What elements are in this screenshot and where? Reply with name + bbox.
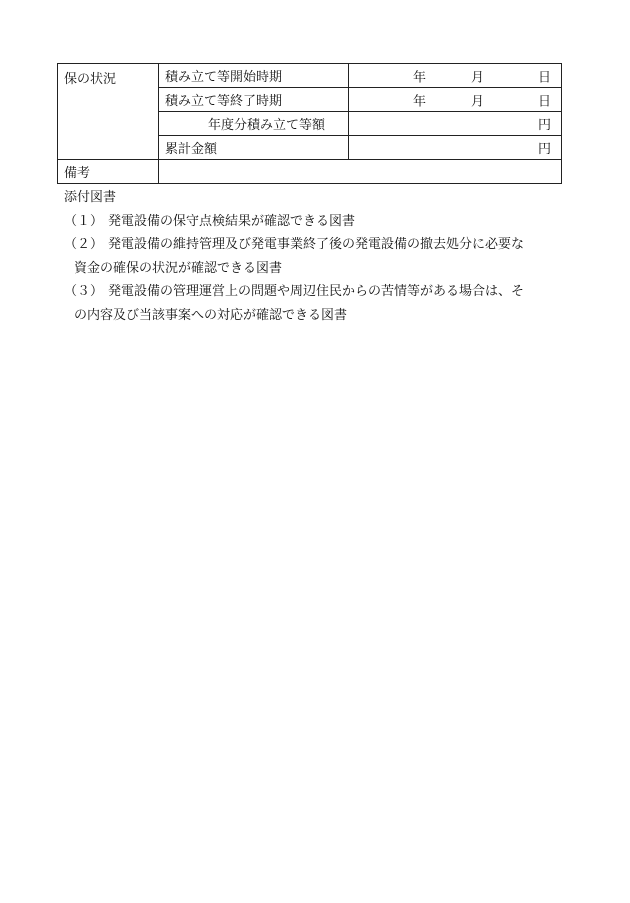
item-line: 発電設備の管理運営上の問題や周辺住民からの苦情等がある場合は、そ bbox=[108, 284, 525, 299]
item-line: 発電設備の維持管理及び発電事業終了後の発電設備の撤去処分に必要な bbox=[108, 237, 525, 252]
list-item bbox=[64, 210, 564, 234]
item-number: （１） bbox=[64, 213, 104, 229]
day-unit: 日 bbox=[537, 70, 551, 85]
remarks-field[interactable] bbox=[159, 160, 562, 184]
section-label: 保の状況 bbox=[58, 64, 159, 160]
item-text bbox=[108, 210, 564, 234]
year-unit: 年 bbox=[413, 70, 427, 85]
item-line: 発電設備の保守点検結果が確認できる図書 bbox=[108, 213, 356, 229]
item-number: （３） bbox=[64, 284, 104, 299]
attachments-list bbox=[64, 210, 564, 328]
item-number: （２） bbox=[64, 237, 104, 252]
yen-unit: 円 bbox=[537, 142, 551, 157]
item-text bbox=[74, 233, 564, 280]
day-unit: 日 bbox=[537, 94, 551, 109]
yen-unit: 円 bbox=[537, 118, 551, 133]
list-item bbox=[64, 233, 564, 280]
item-text bbox=[74, 280, 564, 327]
attachments-section bbox=[64, 186, 564, 327]
remarks-label: 備考 bbox=[58, 160, 159, 184]
end-period-label: 積み立て等終了時期 bbox=[159, 88, 349, 112]
month-unit: 月 bbox=[471, 70, 485, 85]
year-unit: 年 bbox=[413, 94, 427, 109]
status-table bbox=[57, 63, 562, 184]
table-row bbox=[58, 64, 562, 88]
month-unit: 月 bbox=[471, 94, 485, 109]
cumulative-amount-label: 累計金額 bbox=[159, 136, 349, 160]
table-row bbox=[58, 160, 562, 184]
start-period-label: 積み立て等開始時期 bbox=[159, 64, 349, 88]
item-line: の内容及び当該事案への対応が確認できる図書 bbox=[74, 307, 348, 323]
list-item bbox=[64, 280, 564, 327]
annual-amount-field[interactable] bbox=[349, 112, 562, 136]
attachments-title: 添付図書 bbox=[64, 190, 117, 205]
end-period-date-field[interactable] bbox=[349, 88, 562, 112]
item-line: 資金の確保の状況が確認できる図書 bbox=[74, 260, 283, 276]
cumulative-amount-field[interactable] bbox=[349, 136, 562, 160]
start-period-date-field[interactable] bbox=[349, 64, 562, 88]
annual-amount-label: 年度分積み立て等額 bbox=[159, 112, 349, 136]
